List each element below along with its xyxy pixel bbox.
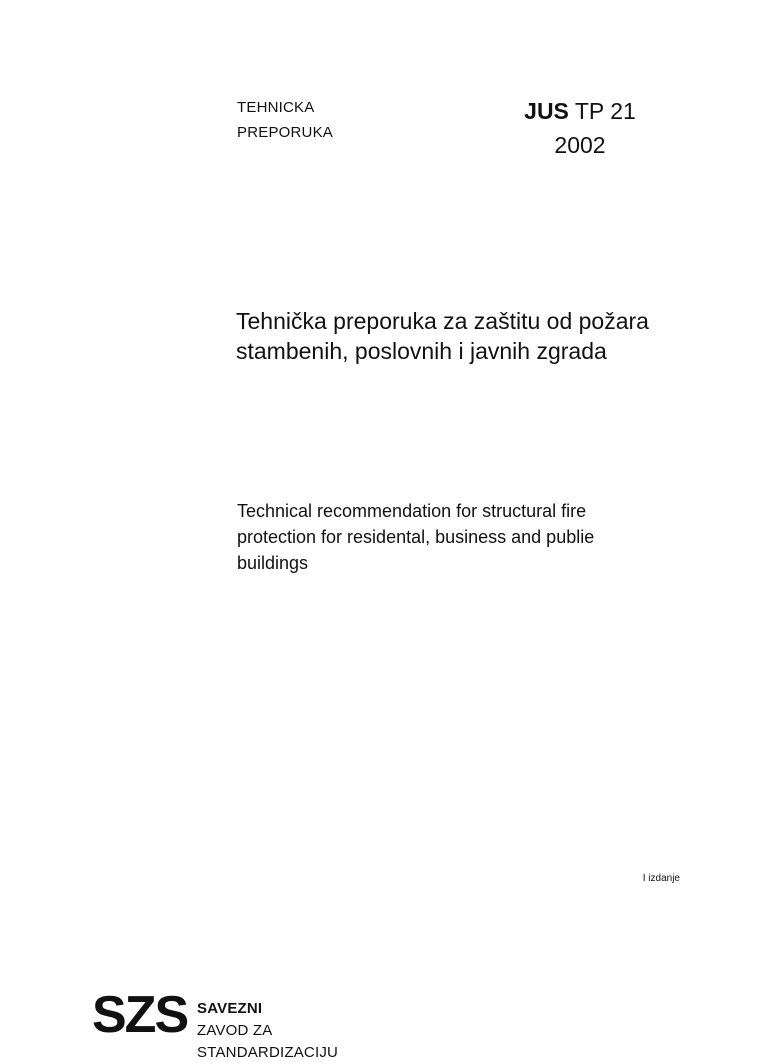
title-english: [237, 498, 737, 576]
title-english-line-1: Technical recommendation for structural fire: [237, 501, 587, 521]
designation-code: [500, 94, 660, 128]
publisher-bold-word: SAVEZNI: [197, 1000, 263, 1017]
publisher-line-2: STANDARDIZACIJU: [197, 1044, 339, 1061]
edition-label: I izdanje: [642, 873, 680, 884]
document-type-line-1: TEHNICKA: [237, 99, 315, 116]
publisher-line-1: [197, 998, 338, 1042]
designation-prefix: JUS: [524, 98, 569, 124]
standard-designation: [500, 94, 660, 162]
title-english-line-3: buildings: [237, 553, 309, 573]
szs-logo: SZS: [92, 986, 188, 1044]
publisher-rest: ZAVOD ZA: [197, 1022, 273, 1039]
designation-year: 2002: [554, 132, 606, 158]
title-serbian: [236, 306, 736, 366]
title-serbian-line-1: Tehnička preporuka za zaštitu od požara: [236, 308, 649, 334]
publisher-name: [197, 998, 338, 1064]
document-type-label: [237, 95, 333, 145]
title-english-line-2: protection for residental, business and publie: [237, 527, 595, 547]
document-type-line-2: PREPORUKA: [237, 124, 333, 141]
designation-number: TP 21: [568, 98, 636, 124]
title-serbian-line-2: stambenih, poslovnih i javnih zgrada: [236, 338, 607, 364]
